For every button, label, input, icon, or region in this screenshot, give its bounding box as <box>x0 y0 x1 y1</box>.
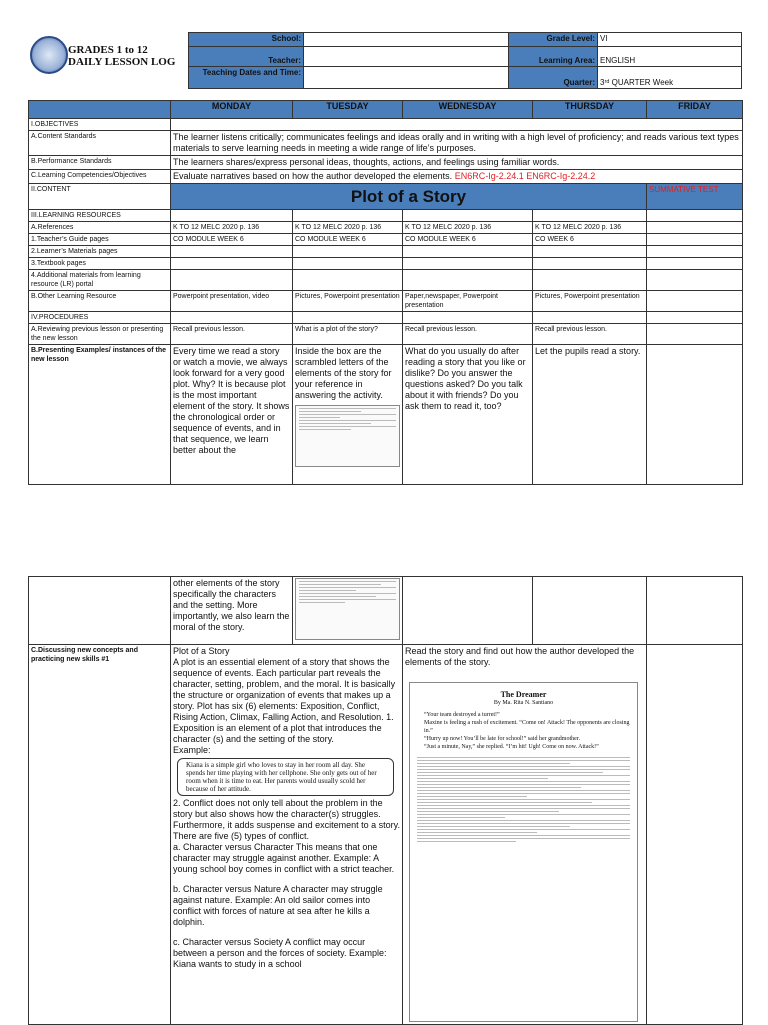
corner-cell <box>29 101 171 119</box>
story-paragraph-3: “Hurry up now! You’ll be late for school!” said her grandmother. <box>424 736 580 742</box>
procedures-heading: IV.PROCEDURES <box>29 312 171 324</box>
competencies-label: C.Learning Competencies/Objectives <box>29 170 171 184</box>
competencies-code: EN6RC-Ig-2.24.1 EN6RC-Ig-2.24.2 <box>454 171 596 181</box>
ref-monday: K TO 12 MELC 2020 p. 136 <box>171 222 293 234</box>
activity-sheet-image <box>295 578 400 640</box>
discussion-wednesday-thursday <box>403 645 647 1025</box>
day-wednesday: WEDNESDAY <box>403 101 533 119</box>
story-paragraph-1: “Your team destroyed a turret!” <box>424 712 500 718</box>
learner-materials-label: 2.Learner’s Materials pages <box>29 246 171 258</box>
conflict-type-b: b. Character versus Nature A character may struggle against nature. Example: An old sailor comes into conflict with forces of nature at sea after he kills a dolphin. <box>173 884 383 927</box>
or-wednesday: Paper,newspaper, Powerpoint presentation <box>403 291 533 312</box>
ref-thursday: K TO 12 MELC 2020 p. 136 <box>533 222 647 234</box>
plot-intro: A plot is an essential element of a story that shows the sequence of events. Each particular part reveals the character, setting, problem, and the moral. It is basically the structure or organization of events that makes up a story. Plot has six (6) elements: Exposition, Conflict, Rising Action, Climax, Falling Action, and Resolution. 1. Exposition is an element of a plot that introduces the character (s) and the setting of the story. <box>173 657 396 744</box>
school-label: School: <box>189 33 304 47</box>
pr-tuesday: Inside the box are the scrambled letters of the elements of the story for your reference in answering the activity. <box>295 346 392 400</box>
story-page-image <box>409 682 638 1022</box>
example-label: Example: <box>173 745 211 755</box>
ref-tuesday: K TO 12 MELC 2020 p. 136 <box>293 222 403 234</box>
reviewing-label: A.Reviewing previous lesson or presenting the new lesson <box>29 324 171 345</box>
teacher-guide-label: 1.Teacher’s Guide pages <box>29 234 171 246</box>
or-tuesday: Pictures, Powerpoint presentation <box>293 291 403 312</box>
learning-area-label: Learning Area: <box>509 47 598 67</box>
performance-standards-text: The learners shares/express personal ideas, thoughts, actions, and feelings using familiar words. <box>171 156 743 170</box>
continued-tuesday-cell <box>293 577 403 645</box>
deped-seal-logo <box>30 36 68 74</box>
exposition-example-box: Kiana is a simple girl who loves to stay in her room all day. She spends her time playing with her cellphone. She only gets out of her room when it is time to eat. Her parents would usually scold her because of her attitude. <box>177 758 394 796</box>
story-paragraph-4: “Just a minute, Nay,” she replied. “I’m hit! Ugh! Come on now. Attack!” <box>424 744 599 750</box>
rv-wednesday: Recall previous lesson. <box>403 324 533 345</box>
grade-level-label: Grade Level: <box>509 33 598 47</box>
header-info-table <box>188 32 742 89</box>
references-label: A.References <box>29 222 171 234</box>
story-paragraph-2: Maxine is feeling a rush of excitement. “Come on! Attack! The opponents are closing in.” <box>424 720 630 734</box>
continued-monday-text: other elements of the story specifically the characters and the setting. More importantly, we also learn the moral of the story. <box>171 577 293 645</box>
conflict-text: 2. Conflict does not only tell about the problem in the story but also shows how the character(s) struggles. Furthermore, it adds suspense and excitement to a story. <box>173 798 400 830</box>
ref-wednesday: K TO 12 MELC 2020 p. 136 <box>403 222 533 234</box>
lesson-log-table-continued <box>28 576 743 1025</box>
rv-monday: Recall previous lesson. <box>171 324 293 345</box>
plot-title: Plot of a Story <box>173 646 230 656</box>
rv-thursday: Recall previous lesson. <box>533 324 647 345</box>
form-title <box>68 44 175 68</box>
other-resource-label: B.Other Learning Resource <box>29 291 171 312</box>
day-friday: FRIDAY <box>647 101 743 119</box>
pr-thursday: Let the pupils read a story. <box>533 345 647 485</box>
objectives-heading: I.OBJECTIVES <box>29 119 171 131</box>
conflict-types-heading: There are five (5) types of conflict. <box>173 831 310 841</box>
day-monday: MONDAY <box>171 101 293 119</box>
teacher-value[interactable] <box>304 47 509 67</box>
resources-heading: III.LEARNING RESOURCES <box>29 210 171 222</box>
textbook-label: 3.Textbook pages <box>29 258 171 270</box>
additional-materials-label: 4.Additional materials from learning resource (LR) portal <box>29 270 171 291</box>
story-title: The Dreamer <box>500 690 547 699</box>
content-standards-text: The learner listens critically; communicates feelings and ideas orally and in writing with a high level of proficiency; and reads various text types materials to serve learning needs in meeting a wide range of life’s purposes. <box>171 131 743 156</box>
discussion-monday-tuesday <box>171 645 403 1025</box>
tg-thursday: CO WEEK 6 <box>533 234 647 246</box>
learning-area-value[interactable]: ENGLISH <box>598 47 742 67</box>
rv-tuesday: What is a plot of the story? <box>293 324 403 345</box>
school-value[interactable] <box>304 33 509 47</box>
or-monday: Powerpoint presentation, video <box>171 291 293 312</box>
tg-monday: CO MODULE WEEK 6 <box>171 234 293 246</box>
conflict-type-c: c. Character versus Society A conflict may occur between a person and the forces of society. Example: Kiana wants to study in a school <box>173 937 387 969</box>
pr-wednesday: What do you usually do after reading a story that you like or dislike? Do you answer the questions asked? Do you talk about it with friends? Do you ask them to read it, too? <box>403 345 533 485</box>
title-line-1: GRADES 1 to 12 <box>68 44 148 56</box>
content-standards-label: A.Content Standards <box>29 131 171 156</box>
teaching-dates-label: Teaching Dates and Time: <box>189 67 304 89</box>
teacher-label: Teacher: <box>189 47 304 67</box>
conflict-type-a: a. Character versus Character This means that one character may struggle against another. Example: A young school boy comes in conflict with a strict teacher. <box>173 842 395 874</box>
or-thursday: Pictures, Powerpoint presentation <box>533 291 647 312</box>
pr-tuesday-cell <box>293 345 403 485</box>
content-heading: II.CONTENT <box>29 184 171 210</box>
summative-test-label: SUMMATIVE TEST <box>647 184 743 210</box>
discussing-label: C.Discussing new concepts and practicing new skills #1 <box>29 645 171 1025</box>
quarter-label: Quarter: <box>509 67 598 89</box>
day-thursday: THURSDAY <box>533 101 647 119</box>
wednesday-instruction: Read the story and find out how the author developed the elements of the story. <box>405 646 635 667</box>
day-tuesday: TUESDAY <box>293 101 403 119</box>
tg-wednesday: CO MODULE WEEK 6 <box>403 234 533 246</box>
pr-monday: Every time we read a story or watch a movie, we always look forward for a very good plot. Why? It is because plot is the most important element of the story. It shows the chronological order or sequence of events, and in that sequence, we learn better about the <box>171 345 293 485</box>
presenting-label: B.Presenting Examples/ instances of the new lesson <box>29 345 171 485</box>
story-author: By Ma. Rita N. Santiano <box>493 700 554 706</box>
scrambled-letters-image <box>295 405 400 467</box>
grade-level-value[interactable]: VI <box>598 33 742 47</box>
teaching-dates-value[interactable] <box>304 67 509 89</box>
competencies-text: Evaluate narratives based on how the author developed the elements. <box>173 171 453 181</box>
performance-standards-label: B.Performance Standards <box>29 156 171 170</box>
tg-tuesday: CO MODULE WEEK 6 <box>293 234 403 246</box>
title-line-2: DAILY LESSON LOG <box>68 56 176 68</box>
quarter-value[interactable]: 3ʳᵈ QUARTER Week <box>598 67 742 89</box>
lesson-log-table <box>28 100 743 485</box>
competencies-cell <box>171 170 743 184</box>
content-title: Plot of a Story <box>171 184 647 210</box>
